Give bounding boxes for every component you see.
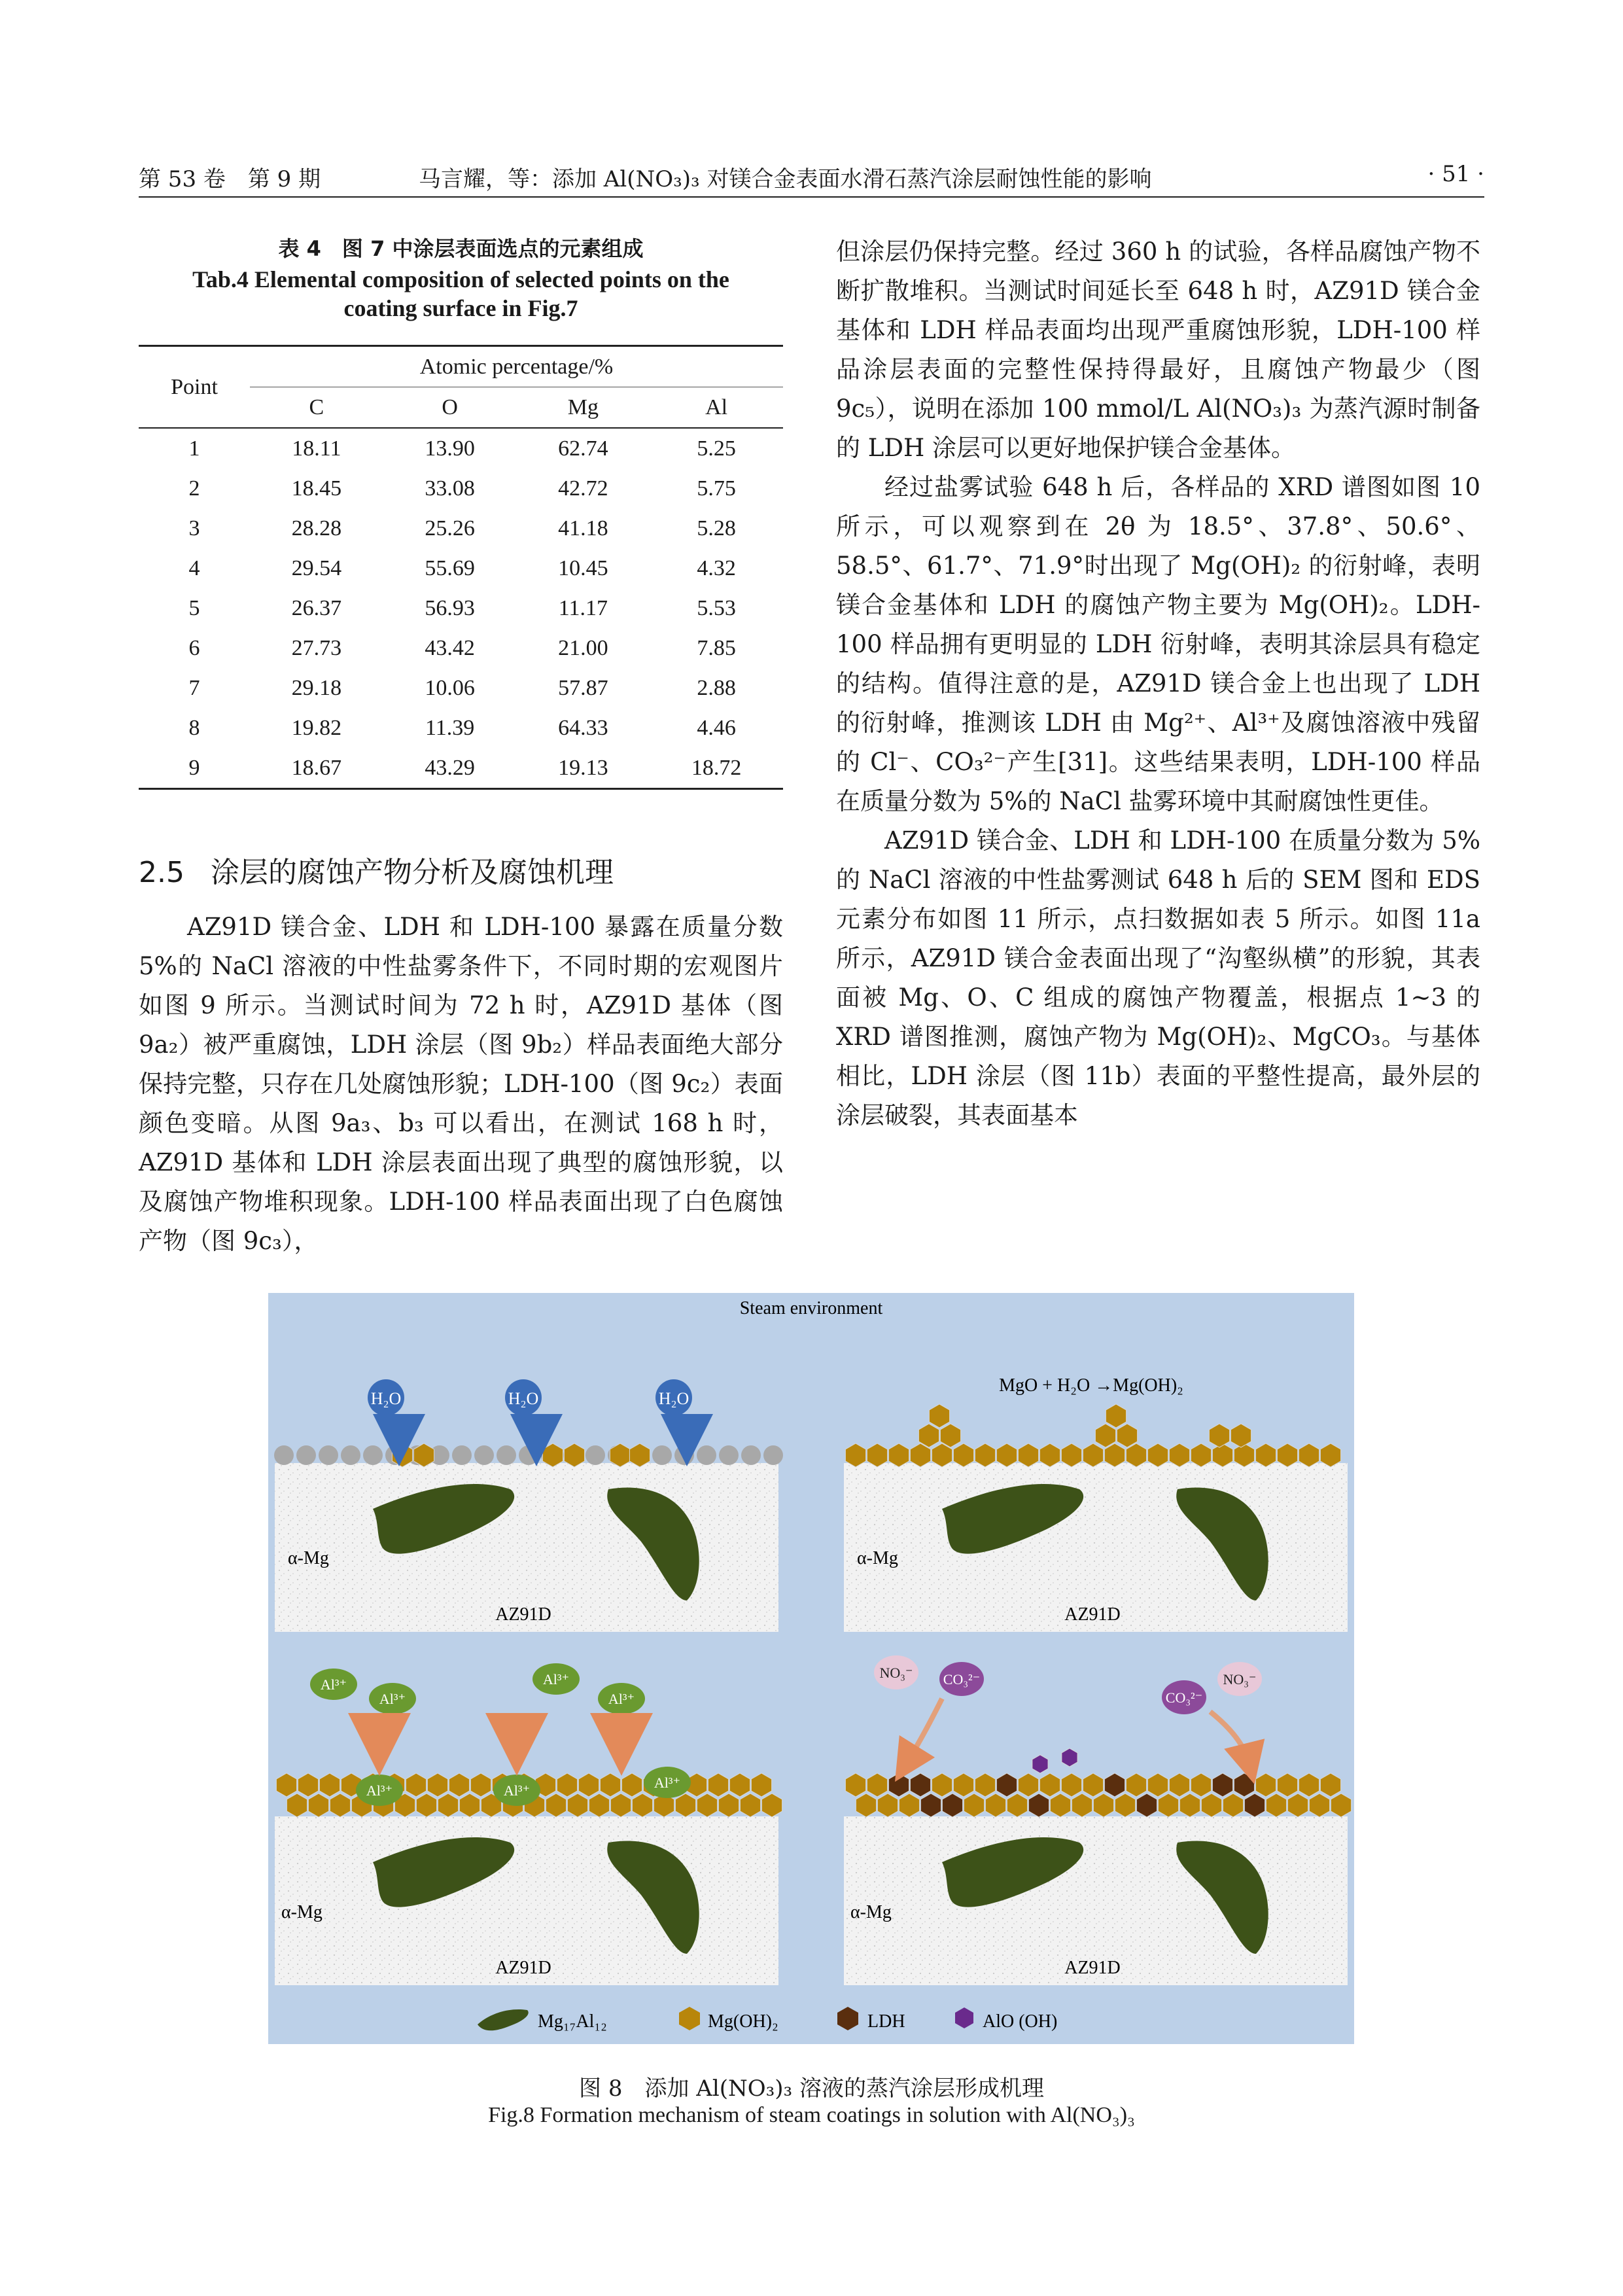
col-header: O bbox=[383, 387, 517, 429]
table-cell: 29.54 bbox=[291, 556, 342, 580]
nitrate-label: NO₃⁻ bbox=[1223, 1671, 1257, 1687]
mgo-particle bbox=[319, 1445, 338, 1465]
table-cell: 5.75 bbox=[697, 476, 736, 501]
table-cell: 19.82 bbox=[291, 715, 342, 740]
table-cell: 55.69 bbox=[425, 556, 475, 580]
table-cell: 6 bbox=[188, 635, 200, 660]
legend-ldh: LDH bbox=[867, 2011, 905, 2032]
steam-label: Steam environment bbox=[739, 1298, 883, 1318]
mgo-particle bbox=[452, 1445, 472, 1465]
al-ion-label: Al³⁺ bbox=[379, 1691, 406, 1707]
table-cell: 25.26 bbox=[425, 516, 475, 540]
table-cell: 33.08 bbox=[425, 476, 475, 501]
table-cell: 42.72 bbox=[558, 476, 608, 501]
mgo-particle bbox=[741, 1445, 761, 1465]
mgo-particle bbox=[497, 1445, 516, 1465]
right-paragraph-3: AZ91D 镁合金、LDH 和 LDH-100 在质量分数为 5%的 NaCl 溶液的中性盐雾测试 648 h 后的 SEM 图和 EDS 元素分布如图 11 所示，点扫数据如表 5 所示。如图 11a 所示，AZ91D 镁合金表面出现了“沟壑纵横”的形貌，其表面被 Mg、O、C 组成的腐蚀产物覆盖，根据点 1~3 的 XRD 谱图推测，腐蚀产物为 Mg(OH)₂、MgCO₃。与基体相比，LDH 涂层（图 11b）表面的平整性提高，最外层的涂层破裂，其表面基本 bbox=[836, 826, 1480, 1129]
mgo-particle bbox=[697, 1445, 716, 1465]
left-column bbox=[139, 232, 783, 1261]
mgo-particle bbox=[719, 1445, 739, 1465]
al-ion-label: Al³⁺ bbox=[608, 1691, 635, 1707]
substrate-label: AZ91D bbox=[495, 1958, 551, 1978]
right-paragraph-1: 但涂层仍保持完整。经过 360 h 的试验，各样品腐蚀产物不断扩散堆积。当测试时间延长至 648 h 时，AZ91D 镁合金基体和 LDH 样品表面均出现严重腐蚀形貌，LDH-100 样品涂层表面的完整性保持得最好，且腐蚀产物最少（图 9c₅），说明在添加 100 mmol/L Al(NO₃)₃ 为蒸汽源时制备的 LDH 涂层可以更好地保护镁合金基体。 bbox=[836, 238, 1480, 462]
table-row bbox=[139, 748, 783, 789]
table-cell: 2.88 bbox=[697, 675, 736, 700]
table-cell: 57.87 bbox=[558, 675, 608, 700]
mgo-particle bbox=[363, 1445, 383, 1465]
table-cell: 11.39 bbox=[425, 715, 475, 740]
table-caption-en: Tab.4 Elemental composition of selected points on the coating surface in Fig.7 bbox=[192, 266, 729, 321]
table-cell: 19.13 bbox=[517, 748, 650, 789]
al-ion-label: Al³⁺ bbox=[366, 1782, 393, 1799]
table-cell: 2 bbox=[188, 476, 200, 501]
table-cell: 8 bbox=[188, 715, 200, 740]
col-group: Atomic percentage/% bbox=[250, 346, 783, 387]
right-paragraph-2: 经过盐雾试验 648 h 后，各样品的 XRD 谱图如图 10 所示，可以观察到在 2θ 为 18.5°、37.8°、50.6°、58.5°、61.7°、71.9°时出现了 Mg(OH)₂ 的衍射峰，表明镁合金基体和 LDH 的腐蚀产物主要为 Mg(OH)₂。LDH-100 样品拥有更明显的 LDH 衍射峰，表明其涂层具有稳定的结构。值得注意的是，AZ91D 镁合金上也出现了 LDH 的衍射峰，推测该 LDH 由 Mg²⁺、Al³⁺及腐蚀溶液中残留的 Cl⁻、CO₃²⁻产生[31]。这些结果表明，LDH-100 样品在质量分数为 5%的 NaCl 盐雾环境中其耐腐蚀性更佳。 bbox=[836, 473, 1480, 815]
table-cell: 5 bbox=[188, 595, 200, 620]
table-cell: 10.45 bbox=[558, 556, 608, 580]
table-caption-cn: 表 4 图 7 中涂层表面选点的元素组成 bbox=[278, 236, 644, 261]
alpha-mg-label: α-Mg bbox=[850, 1902, 892, 1922]
col-header: Al bbox=[650, 387, 783, 429]
mgo-particle bbox=[274, 1445, 294, 1465]
al-ion-label: Al³⁺ bbox=[542, 1671, 570, 1687]
table-cell: 4.46 bbox=[697, 715, 736, 740]
figure-caption-en: Fig.8 Formation mechanism of steam coatings in solution with Al(NO₃)₃ bbox=[488, 2103, 1135, 2127]
table-row bbox=[139, 428, 783, 468]
page-number: · 51 · bbox=[1427, 161, 1484, 187]
header-rule bbox=[139, 196, 1484, 198]
substrate-label: AZ91D bbox=[1064, 1958, 1121, 1978]
table-body bbox=[139, 428, 783, 789]
mgo-particle bbox=[585, 1445, 605, 1465]
al-ion-label: Al³⁺ bbox=[654, 1775, 681, 1791]
section-heading bbox=[139, 849, 783, 891]
table-row bbox=[139, 668, 783, 708]
mgo-particle bbox=[652, 1445, 672, 1465]
left-paragraph: AZ91D 镁合金、LDH 和 LDH-100 暴露在质量分数 5%的 NaCl 溶液的中性盐雾条件下，不同时期的宏观图片如图 9 所示。当测试时间为 72 h 时，AZ91D 基体（图 9a₂）被严重腐蚀，LDH 涂层（图 9b₂）样品表面绝大部分保持完整，只存在几处腐蚀形貌；LDH-100（图 9c₂）表面颜色变暗。从图 9a₃、b₃ 可以看出，在测试 168 h 时，AZ91D 基体和 LDH 涂层表面出现了典型的腐蚀形貌，以及腐蚀产物堆积现象。LDH-100 样品表面出现了白色腐蚀产物（图 9c₃）， bbox=[139, 913, 783, 1255]
table-cell: 29.18 bbox=[291, 675, 342, 700]
table-cell: 11.17 bbox=[558, 595, 608, 620]
table-row bbox=[139, 628, 783, 668]
mgo-particle bbox=[519, 1445, 538, 1465]
table-row bbox=[139, 588, 783, 628]
table-cell: 4.32 bbox=[697, 556, 736, 580]
water-label: H₂O bbox=[658, 1389, 689, 1408]
table-cell: 18.11 bbox=[292, 436, 341, 461]
col-point: Point bbox=[139, 346, 250, 429]
water-label: H₂O bbox=[370, 1389, 402, 1408]
substrate-label: AZ91D bbox=[1064, 1604, 1121, 1625]
substrate-label: AZ91D bbox=[495, 1604, 551, 1625]
table-row bbox=[139, 548, 783, 588]
table-cell: 3 bbox=[188, 516, 200, 540]
legend-mg17al12: Mg₁₇Al₁₂ bbox=[538, 2011, 607, 2032]
mgo-particle bbox=[474, 1445, 494, 1465]
table-cell: 7 bbox=[188, 675, 200, 700]
mgo-particle bbox=[763, 1445, 783, 1465]
mgo-layer bbox=[274, 1445, 783, 1465]
alpha-mg-label: α-Mg bbox=[288, 1548, 329, 1568]
mgo-particle bbox=[296, 1445, 316, 1465]
alpha-mg-label: α-Mg bbox=[281, 1902, 323, 1922]
mgo-particle bbox=[341, 1445, 360, 1465]
table-row bbox=[139, 508, 783, 548]
col-header: C bbox=[250, 387, 383, 429]
table-cell: 5.28 bbox=[697, 516, 736, 540]
table-cell: 41.18 bbox=[558, 516, 608, 540]
mgo-particle bbox=[674, 1445, 694, 1465]
table-cell: 5.53 bbox=[697, 595, 736, 620]
table-cell: 27.73 bbox=[291, 635, 342, 660]
running-title: 马言耀，等：添加 Al(NO₃)₃ 对镁合金表面水滑石蒸汽涂层耐蚀性能的影响 bbox=[419, 166, 1152, 192]
table-cell: 64.33 bbox=[558, 715, 608, 740]
col-header: Mg bbox=[517, 387, 650, 429]
figure-caption-cn: 图 8 添加 Al(NO₃)₃ 溶液的蒸汽涂层形成机理 bbox=[579, 2075, 1044, 2102]
alpha-mg-label: α-Mg bbox=[857, 1548, 898, 1568]
table-cell: 18.67 bbox=[250, 748, 383, 789]
table-cell: 1 bbox=[188, 436, 200, 461]
elemental-table bbox=[139, 345, 783, 790]
table-cell: 4 bbox=[188, 556, 200, 580]
table-cell: 9 bbox=[139, 748, 250, 789]
table-cell: 43.42 bbox=[425, 635, 475, 660]
table-cell: 18.45 bbox=[291, 476, 342, 501]
table-cell: 56.93 bbox=[425, 595, 475, 620]
table-cell: 26.37 bbox=[291, 595, 342, 620]
carbonate-label: CO₃²⁻ bbox=[943, 1671, 981, 1687]
legend-mgoh2: Mg(OH)₂ bbox=[708, 2011, 778, 2032]
al-ion-label: Al³⁺ bbox=[503, 1782, 531, 1799]
table-cell: 13.90 bbox=[425, 436, 475, 461]
water-label: H₂O bbox=[508, 1389, 539, 1408]
table-cell: 21.00 bbox=[558, 635, 608, 660]
table-cell: 10.06 bbox=[425, 675, 475, 700]
nitrate-label: NO₃⁻ bbox=[879, 1665, 913, 1681]
table-cell: 28.28 bbox=[291, 516, 342, 540]
journal-volume: 第 53 卷 第 9 期 bbox=[139, 166, 321, 192]
table-row bbox=[139, 708, 783, 748]
table-row bbox=[139, 468, 783, 508]
table-cell: 5.25 bbox=[697, 436, 736, 461]
al-ion-label: Al³⁺ bbox=[320, 1676, 347, 1693]
table-cell: 62.74 bbox=[558, 436, 608, 461]
section-number: 2.5 bbox=[139, 856, 184, 889]
table-cell: 7.85 bbox=[697, 635, 736, 660]
carbonate-label: CO₃²⁻ bbox=[1165, 1689, 1203, 1706]
table-cell: 43.29 bbox=[383, 748, 517, 789]
mechanism-figure bbox=[268, 1293, 1354, 2044]
table-cell: 18.72 bbox=[650, 748, 783, 789]
reaction-label: MgO + H₂O →Mg(OH)₂ bbox=[999, 1375, 1183, 1396]
section-title: 涂层的腐蚀产物分析及腐蚀机理 bbox=[210, 856, 614, 889]
right-column bbox=[836, 232, 1480, 1135]
legend-alooh: AlO (OH) bbox=[983, 2011, 1058, 2032]
